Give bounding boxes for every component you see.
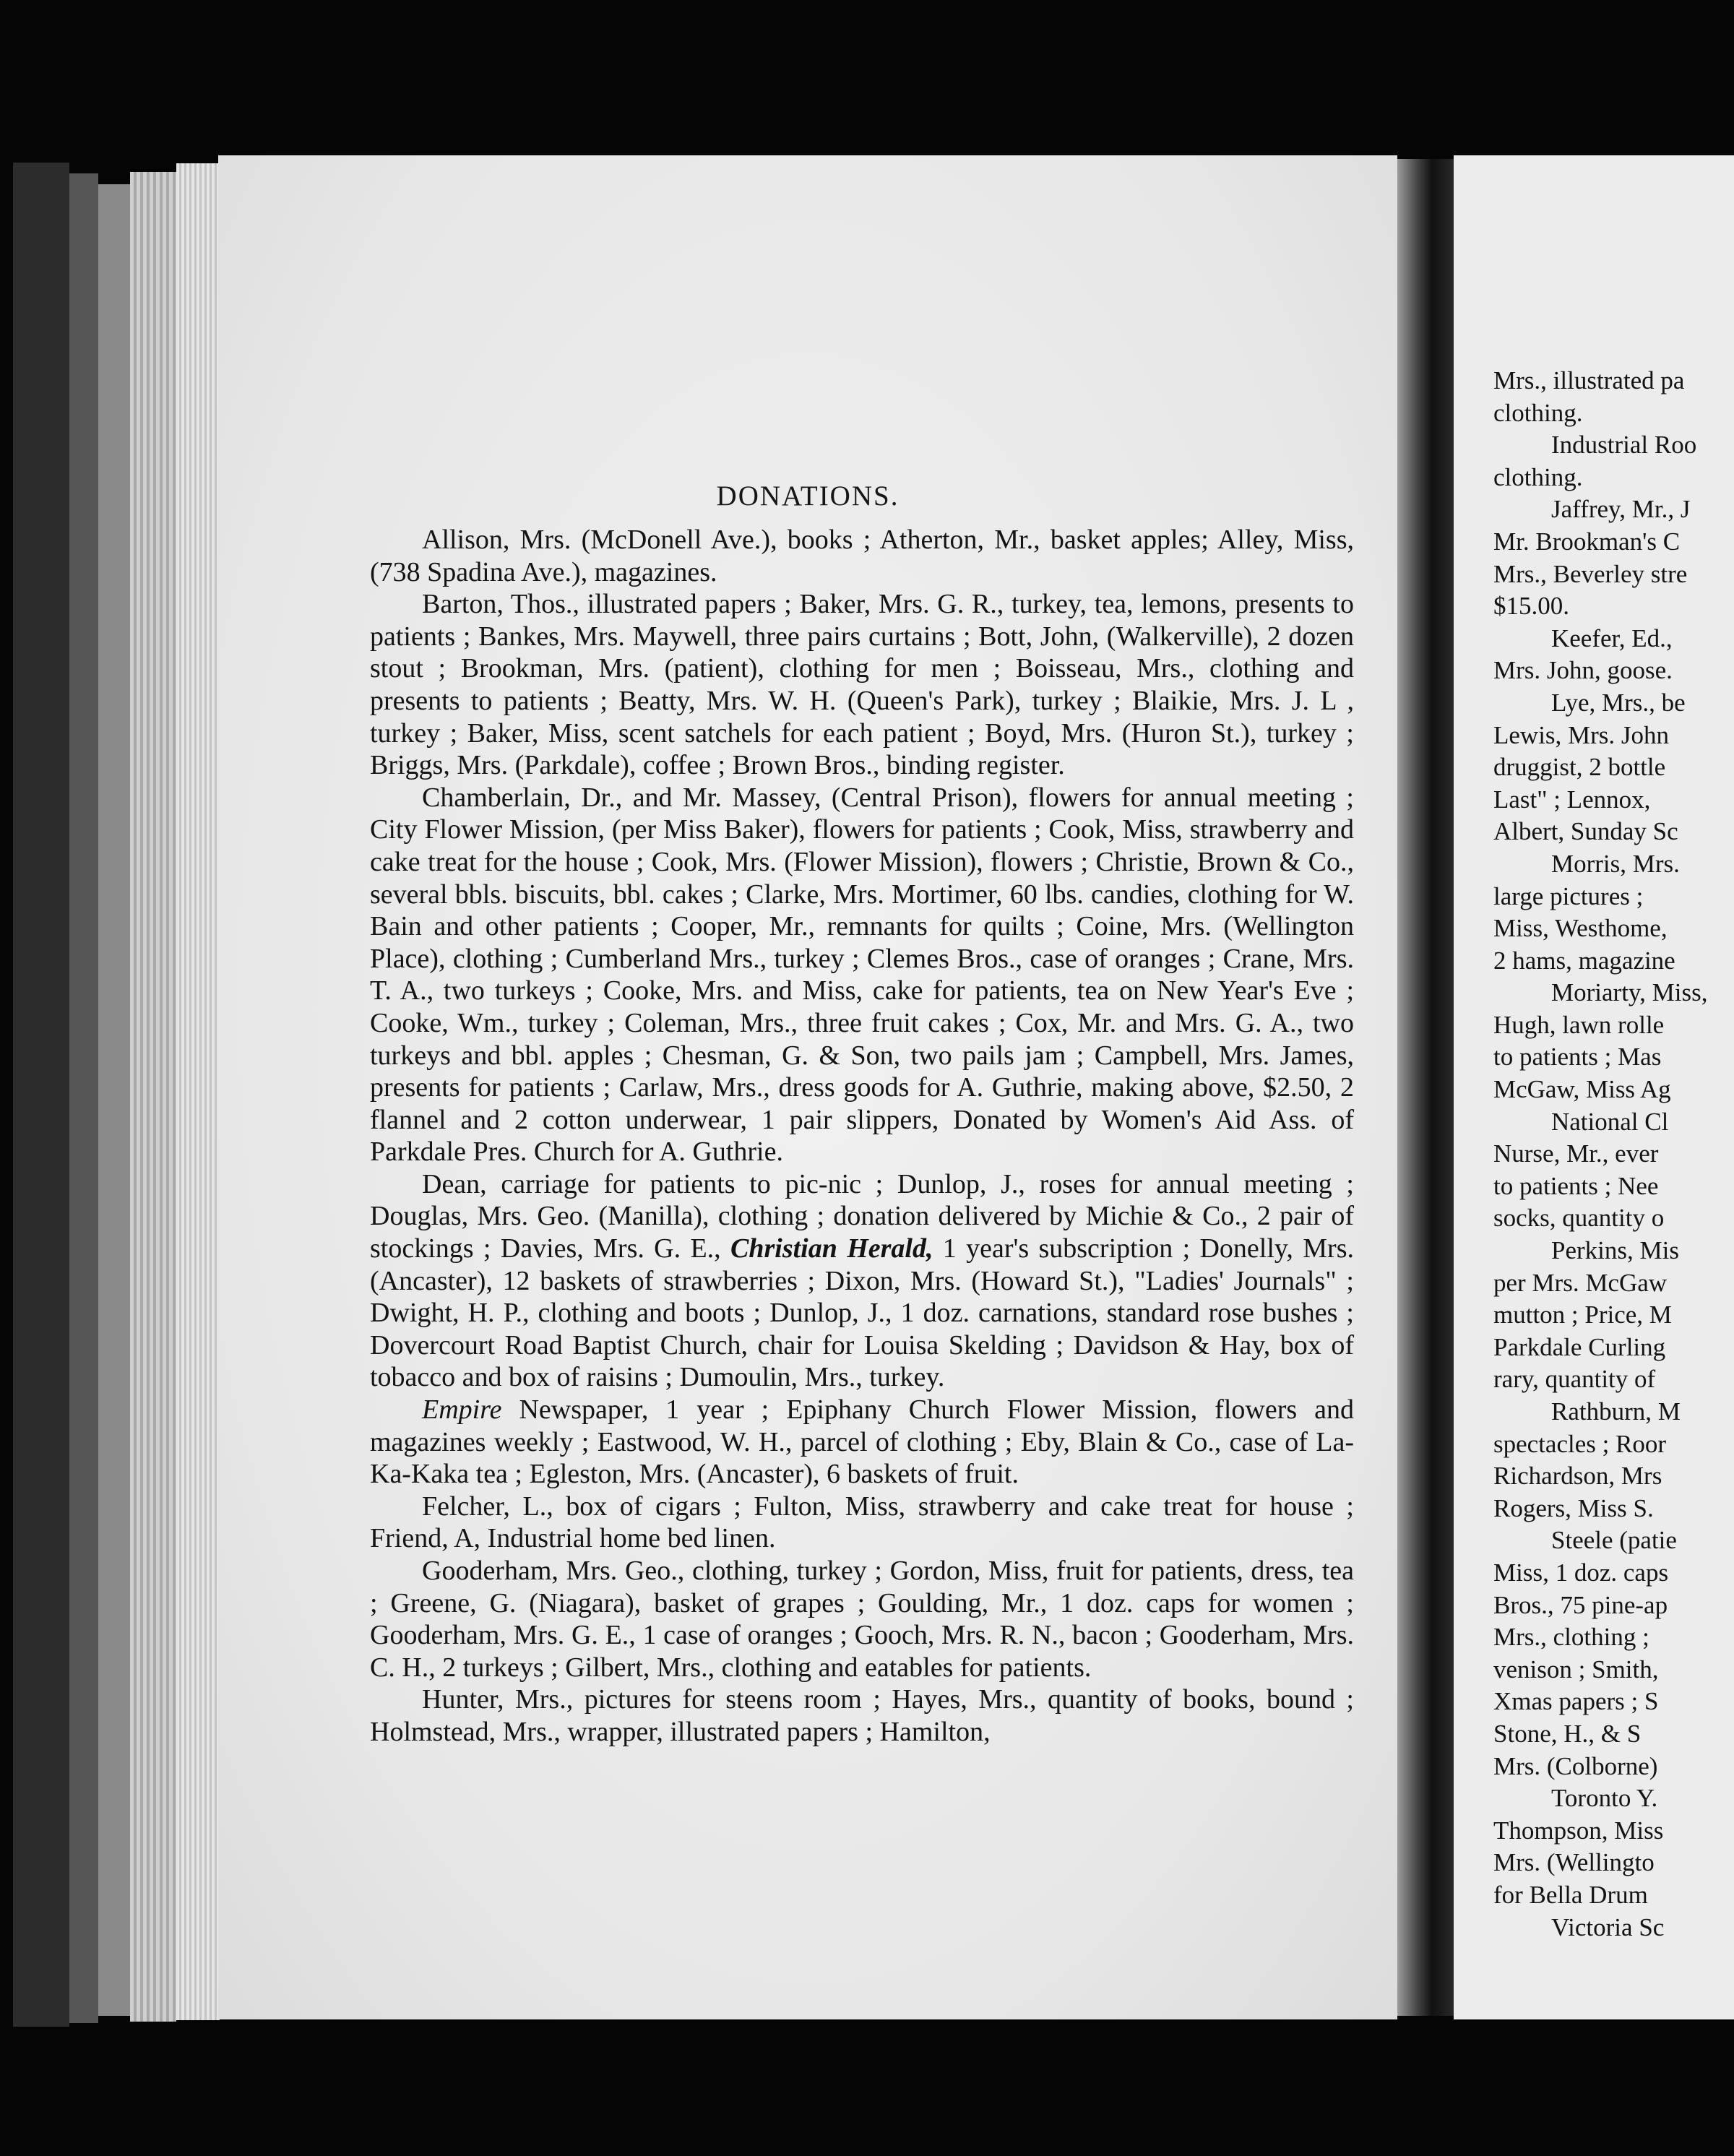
paragraph-d	[370, 1168, 1354, 1394]
right-page-line: Mrs. (Wellingto	[1493, 1848, 1655, 1877]
paragraph-h	[370, 1683, 1354, 1748]
right-page-line: 2 hams, magazine	[1493, 946, 1675, 975]
christian-herald-title: Christian Herald,	[730, 1233, 933, 1264]
right-page-line: Bros., 75 pine-ap	[1493, 1590, 1668, 1619]
right-page-line: to patients ; Mas	[1493, 1043, 1662, 1071]
right-page-line: Mr. Brookman's C	[1493, 527, 1681, 556]
right-page-line: for Bella Drum	[1493, 1880, 1648, 1909]
right-page-line: Stone, H., & S	[1493, 1719, 1642, 1748]
right-page-line: large pictures ;	[1493, 881, 1644, 910]
right-page-line: Perkins, Mis	[1551, 1236, 1679, 1265]
right-page-line: Jaffrey, Mr., J	[1551, 495, 1691, 524]
paragraph-e	[370, 1394, 1354, 1491]
donations-list	[370, 524, 1354, 1748]
paragraph-h-text: Hunter, Mrs., pictures for steens room ; Hayes, Mrs., quantity of books, bound ; Holmstead, Mrs., wrapper, illustrated papers ; Hamilton,	[370, 1684, 1354, 1747]
right-page-line: Miss, Westhome,	[1493, 914, 1668, 943]
book-edge-cover	[69, 173, 98, 2023]
right-page-line: Mrs., clothing ;	[1493, 1623, 1649, 1652]
left-page	[218, 155, 1397, 2019]
right-page-line: Steele (patie	[1551, 1526, 1677, 1555]
right-page-line: Last" ; Lennox,	[1493, 785, 1651, 814]
right-page-line: Industrial Roo	[1551, 431, 1697, 460]
right-page-line: $15.00.	[1493, 592, 1569, 621]
right-page-line: per Mrs. McGaw	[1493, 1268, 1668, 1297]
right-page-line: Mrs. John, goose.	[1493, 656, 1673, 685]
book-gutter	[1397, 159, 1455, 2016]
right-page-line: Hugh, lawn rolle	[1493, 1010, 1665, 1039]
right-page-line: rary, quantity of	[1493, 1365, 1656, 1394]
right-page-line: Moriarty, Miss,	[1551, 978, 1708, 1007]
right-page-line: Parkdale Curling	[1493, 1332, 1666, 1361]
paragraph-e-text: Newspaper, 1 year ; Epiphany Church Flower Mission, flowers and magazines weekly ; Eastwood, W. H., parcel of clothing ; Eby, Blain & Co., case of La-Ka-Kaka tea ; Egleston, Mrs. (Ancaster), 6 baskets of fruit.	[370, 1394, 1354, 1490]
right-page-line: Rogers, Miss S.	[1493, 1493, 1654, 1522]
right-page-line: Rathburn, M	[1551, 1397, 1681, 1426]
right-page-line: McGaw, Miss Ag	[1493, 1075, 1671, 1104]
paragraph-b-text: Barton, Thos., illustrated papers ; Baker, Mrs. G. R., turkey, tea, lemons, presents to patients ; Bankes, Mrs. Maywell, three pairs curtains ; Bott, John, (Walkerville), 2 dozen stout ; Brookman, Mrs. (patient), clothing for men ; Boisseau, Mrs., clothing and presents to patients ; Beatty, Mrs. W. H. (Queen's Park), turkey ; Blaikie, Mrs. J. L , turkey ; Baker, Miss, scent satchels for each patient ; Boyd, Mrs. (Huron St.), turkey ; Briggs, Mrs. (Parkdale), coffee ; Brown Bros., binding register.	[370, 589, 1354, 781]
right-page-line: Morris, Mrs.	[1551, 849, 1680, 878]
paragraph-f	[370, 1491, 1354, 1555]
book-edge-outer	[13, 163, 69, 2027]
right-page-line: Mrs., Beverley stre	[1493, 559, 1688, 588]
paragraph-a-text: Allison, Mrs. (McDonell Ave.), books ; Atherton, Mr., basket apples; Alley, Miss, (738 Spadina Ave.), magazines.	[370, 525, 1354, 587]
right-page-text	[1493, 365, 1734, 1944]
right-page-line: socks, quantity o	[1493, 1204, 1665, 1233]
page-stack-edge	[130, 172, 176, 2022]
paragraph-f-text: Felcher, L., box of cigars ; Fulton, Miss, strawberry and cake treat for house ; Friend, A, Industrial home bed linen.	[370, 1491, 1354, 1554]
right-page-line: spectacles ; Roor	[1493, 1429, 1667, 1458]
paragraph-g-text: Gooderham, Mrs. Geo., clothing, turkey ; Gordon, Miss, fruit for patients, dress, tea ; Greene, G. (Niagara), basket of grapes ; Goulding, Mr., 1 doz. caps for women ; Gooderham, Mrs. G. E., 1 case of oranges ; Gooch, Mrs. R. N., bacon ; Gooderham, Mrs. C. H., 2 turkeys ; Gilbert, Mrs., clothing and eatables for patients.	[370, 1556, 1354, 1683]
right-page-line: venison ; Smith,	[1493, 1655, 1659, 1683]
right-page-line: clothing.	[1493, 462, 1583, 491]
paragraph-d-text-1: Dean, carriage for patients to pic-nic ; Dunlop, J., roses for annual meeting ; Douglas, Mrs. Geo. (Manilla), clothing ; donation delivered by Michie & Co., 2 pair of stockings ; Davies, Mrs. G. E.,	[370, 1168, 1354, 1264]
right-page-line: clothing.	[1493, 398, 1583, 427]
right-page-line: Miss, 1 doz. caps	[1493, 1558, 1669, 1587]
book-edge-board	[98, 184, 130, 2016]
paragraph-a	[370, 524, 1354, 588]
right-page-line: Richardson, Mrs	[1493, 1462, 1662, 1491]
right-page-line: Keefer, Ed.,	[1551, 624, 1673, 652]
right-page-line: Nurse, Mr., ever	[1493, 1139, 1659, 1168]
right-page-line: National Cl	[1551, 1107, 1669, 1136]
right-page-line: Lewis, Mrs. John	[1493, 720, 1670, 749]
right-page-line: Victoria Sc	[1551, 1913, 1665, 1941]
right-page	[1454, 155, 1734, 2019]
paragraph-g	[370, 1555, 1354, 1683]
paragraph-c	[370, 782, 1354, 1168]
empire-title: Empire	[422, 1394, 502, 1426]
right-page-line: druggist, 2 bottle	[1493, 753, 1666, 782]
right-page-line: Lye, Mrs., be	[1551, 688, 1686, 717]
right-page-line: Xmas papers ; S	[1493, 1687, 1659, 1716]
right-page-line: Mrs. (Colborne)	[1493, 1751, 1658, 1780]
page-stack-inner-edge	[176, 163, 220, 2020]
paragraph-d-text-2: 1 year's subscription ; Donelly, Mrs. (Ancaster), 12 baskets of strawberries ; Dixon, Mrs. (Howard St.), "Ladies' Journals" ; Dwight, H. P., clothing and boots ; Dunlop, J., 1 doz. carnations, standard rose bushes ; Dovercourt Road Baptist Church, chair for Louisa Skelding ; Davidson & Hay, box of tobacco and box of raisins ; Dumoulin, Mrs., turkey.	[370, 1233, 1354, 1393]
right-page-line: Albert, Sunday Sc	[1493, 817, 1678, 846]
right-page-line: mutton ; Price, M	[1493, 1301, 1672, 1329]
right-page-line: to patients ; Nee	[1493, 1171, 1659, 1200]
paragraph-c-text: Chamberlain, Dr., and Mr. Massey, (Central Prison), flowers for annual meeting ; City Flower Mission, (per Miss Baker), flowers for patients ; Cook, Miss, strawberry and cake treat for the house ; Cook, Mrs. (Flower Mission), flowers ; Christie, Brown & Co., several bbls. biscuits, bbl. cakes ; Clarke, Mrs. Mortimer, 60 lbs. candies, clothing for W. Bain and other patients ; Cooper, Mr., remnants for quilts ; Coine, Mrs. (Wellington Place), clothing ; Cumberland Mrs., turkey ; Clemes Bros., case of oranges ; Crane, Mrs. T. A., two turkeys ; Cooke, Mrs. and Miss, cake for patients, tea on New Year's Eve ; Cooke, Wm., turkey ; Coleman, Mrs., three fruit cakes ; Cox, Mr. and Mrs. G. A., two turkeys and bbl. apples ; Chesman, G. & Son, two pails jam ; Campbell, Mrs. James, presents for patients ; Carlaw, Mrs., dress goods for A. Guthrie, making above, $2.50, 2 flannel and 2 cotton underwear, 1 pair slippers, Donated by Women's Aid Ass. of Parkdale Pres. Church for A. Guthrie.	[370, 782, 1354, 1168]
right-page-line: Mrs., illustrated pa	[1493, 366, 1685, 394]
paragraph-b	[370, 588, 1354, 782]
right-page-line: Toronto Y.	[1551, 1784, 1658, 1813]
right-page-line: Thompson, Miss	[1493, 1816, 1664, 1845]
page-heading: DONATIONS.	[716, 480, 900, 512]
